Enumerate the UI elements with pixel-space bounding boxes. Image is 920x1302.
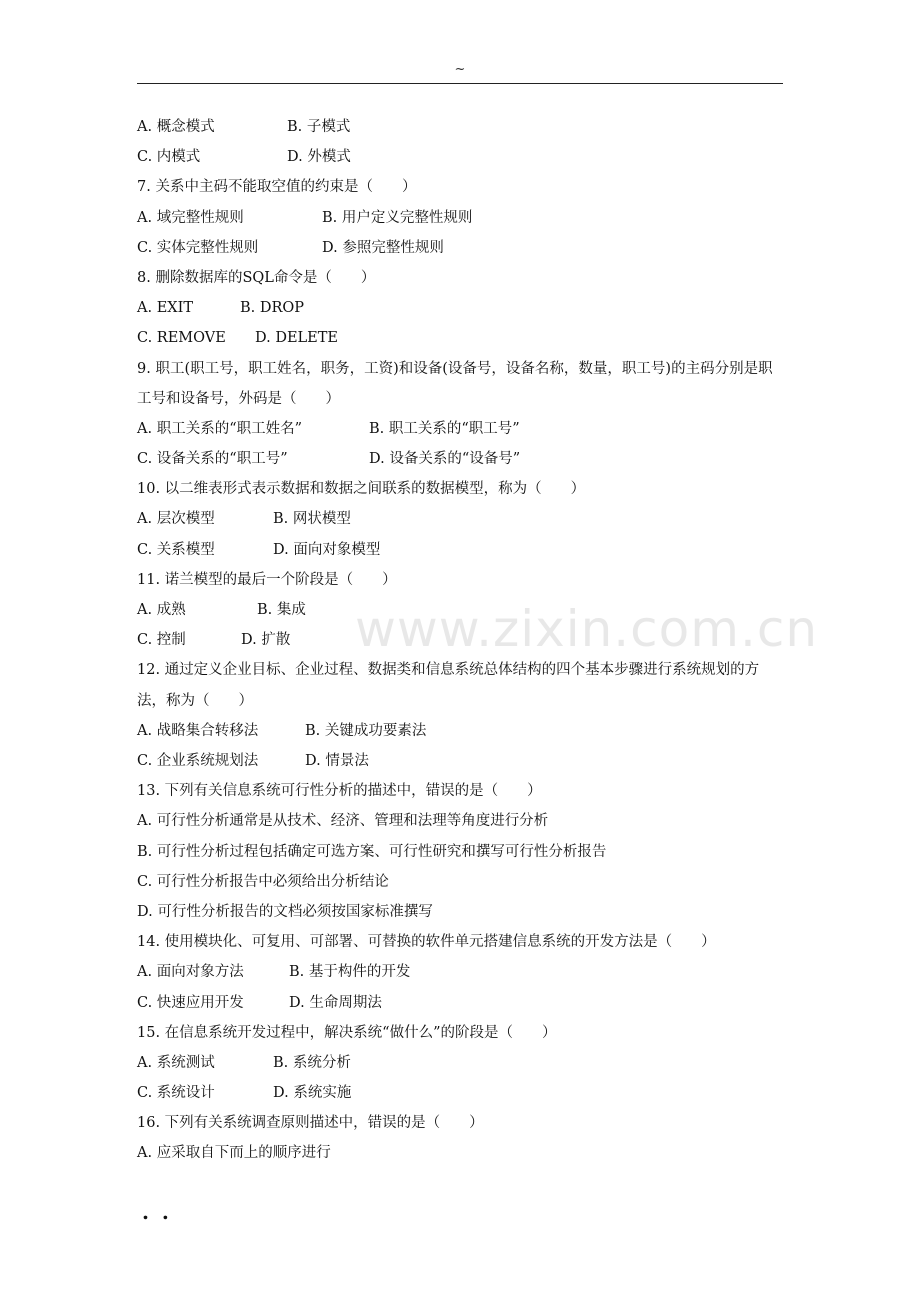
option-left: C. 关系模型 [137,541,215,558]
option-left: C. 快速应用开发 [137,994,244,1011]
option-row [137,1078,787,1108]
question-text: 8. 删除数据库的SQL命令是（ ） [137,269,376,286]
option-left: A. 层次模型 [137,511,215,528]
option-row [137,1048,787,1078]
option-left: A. 成熟 [137,602,186,619]
option-row [137,414,787,444]
header-rule [137,83,783,84]
option-left: A. 职工关系的“职工姓名” [137,420,303,437]
option-row [137,957,787,987]
question-text: 7. 关系中主码不能取空值的约束是（ ） [137,179,417,196]
option-row [137,112,787,142]
option-row [137,988,787,1018]
option-right: D. 参照完整性规则 [322,239,444,256]
option-right: D. 设备关系的“设备号” [369,451,521,468]
option-right: B. 关键成功要素法 [305,722,427,739]
option-left: A. 概念模式 [137,119,215,135]
question-text: 16. 下列有关系统调查原则描述中，错误的是（ ） [137,1115,484,1132]
option-left: C. 系统设计 [137,1085,215,1102]
page-header-mark: ~ [454,62,466,77]
option-right: B. 网状模型 [273,511,351,528]
question-text: 15. 在信息系统开发过程中，解决系统“做什么”的阶段是（ ） [137,1024,557,1041]
option-left: C. 内模式 [137,149,201,166]
option-left: C. REMOVE [137,330,226,347]
option-right: B. 基于构件的开发 [289,964,411,981]
question-text: 10. 以二维表形式表示数据和数据之间联系的数据模型，称为（ ） [137,481,586,498]
question-text: 13. 下列有关信息系统可行性分析的描述中，错误的是（ ） [137,783,542,800]
option-right: D. 情景法 [305,753,369,769]
footer-dots: . . [142,1200,172,1224]
option-left: A. 域完整性规则 [137,209,244,226]
option-right: B. 系统分析 [273,1054,351,1071]
option-left: C. 实体完整性规则 [137,239,259,256]
option-line: B. 可行性分析过程包括确定可选方案、可行性研究和撰写可行性分析报告 [137,843,607,860]
option-left: A. 面向对象方法 [137,964,244,981]
option-left: A. EXIT [137,300,193,317]
question-text: 9. 职工(职工号，职工姓名，职务，工资)和设备(设备号，设备名称，数量，职工号)的主码分别是职工号和设备号，外码是（ ） [137,360,773,407]
option-right: B. 集成 [257,602,306,619]
option-right: D. 外模式 [287,149,351,166]
option-right: D. DELETE [255,330,339,347]
option-left: C. 控制 [137,632,186,649]
question-text: 11. 诺兰模型的最后一个阶段是（ ） [137,571,397,588]
option-right: B. 职工关系的“职工号” [369,420,520,437]
option-right: B. 子模式 [287,119,351,135]
option-row [137,203,787,233]
option-row [137,293,787,323]
option-row [137,233,787,263]
option-line: C. 可行性分析报告中必须给出分析结论 [137,873,389,890]
option-right: B. DROP [240,300,305,317]
watermark: www.zixin.com.cn [355,600,819,658]
option-row [137,535,787,565]
question-text: 12. 通过定义企业目标、企业过程、数据类和信息系统总体结构的四个基本步骤进行系统规划的方法，称为（ ） [137,662,760,709]
option-row [137,323,787,353]
option-right: D. 生命周期法 [289,994,382,1011]
option-line: D. 可行性分析报告的文档必须按国家标准撰写 [137,903,433,920]
option-row [137,444,787,474]
option-row [137,746,787,776]
option-row [137,142,787,172]
option-right: D. 系统实施 [273,1085,352,1102]
option-right: B. 用户定义完整性规则 [322,209,473,226]
question-list [137,112,787,1169]
option-left: C. 企业系统规划法 [137,753,259,769]
option-left: C. 设备关系的“职工号” [137,451,288,468]
option-left: A. 战略集合转移法 [137,722,259,739]
option-row [137,716,787,746]
option-line: A. 可行性分析通常是从技术、经济、管理和法理等角度进行分析 [137,813,549,830]
option-row [137,625,787,655]
option-row [137,504,787,534]
option-left: A. 系统测试 [137,1054,215,1071]
option-right: D. 扩散 [241,632,291,649]
option-line: A. 应采取自下而上的顺序进行 [137,1145,331,1162]
option-right: D. 面向对象模型 [273,541,381,558]
question-text: 14. 使用模块化、可复用、可部署、可替换的软件单元搭建信息系统的开发方法是（ ） [137,934,716,951]
option-row [137,595,787,625]
